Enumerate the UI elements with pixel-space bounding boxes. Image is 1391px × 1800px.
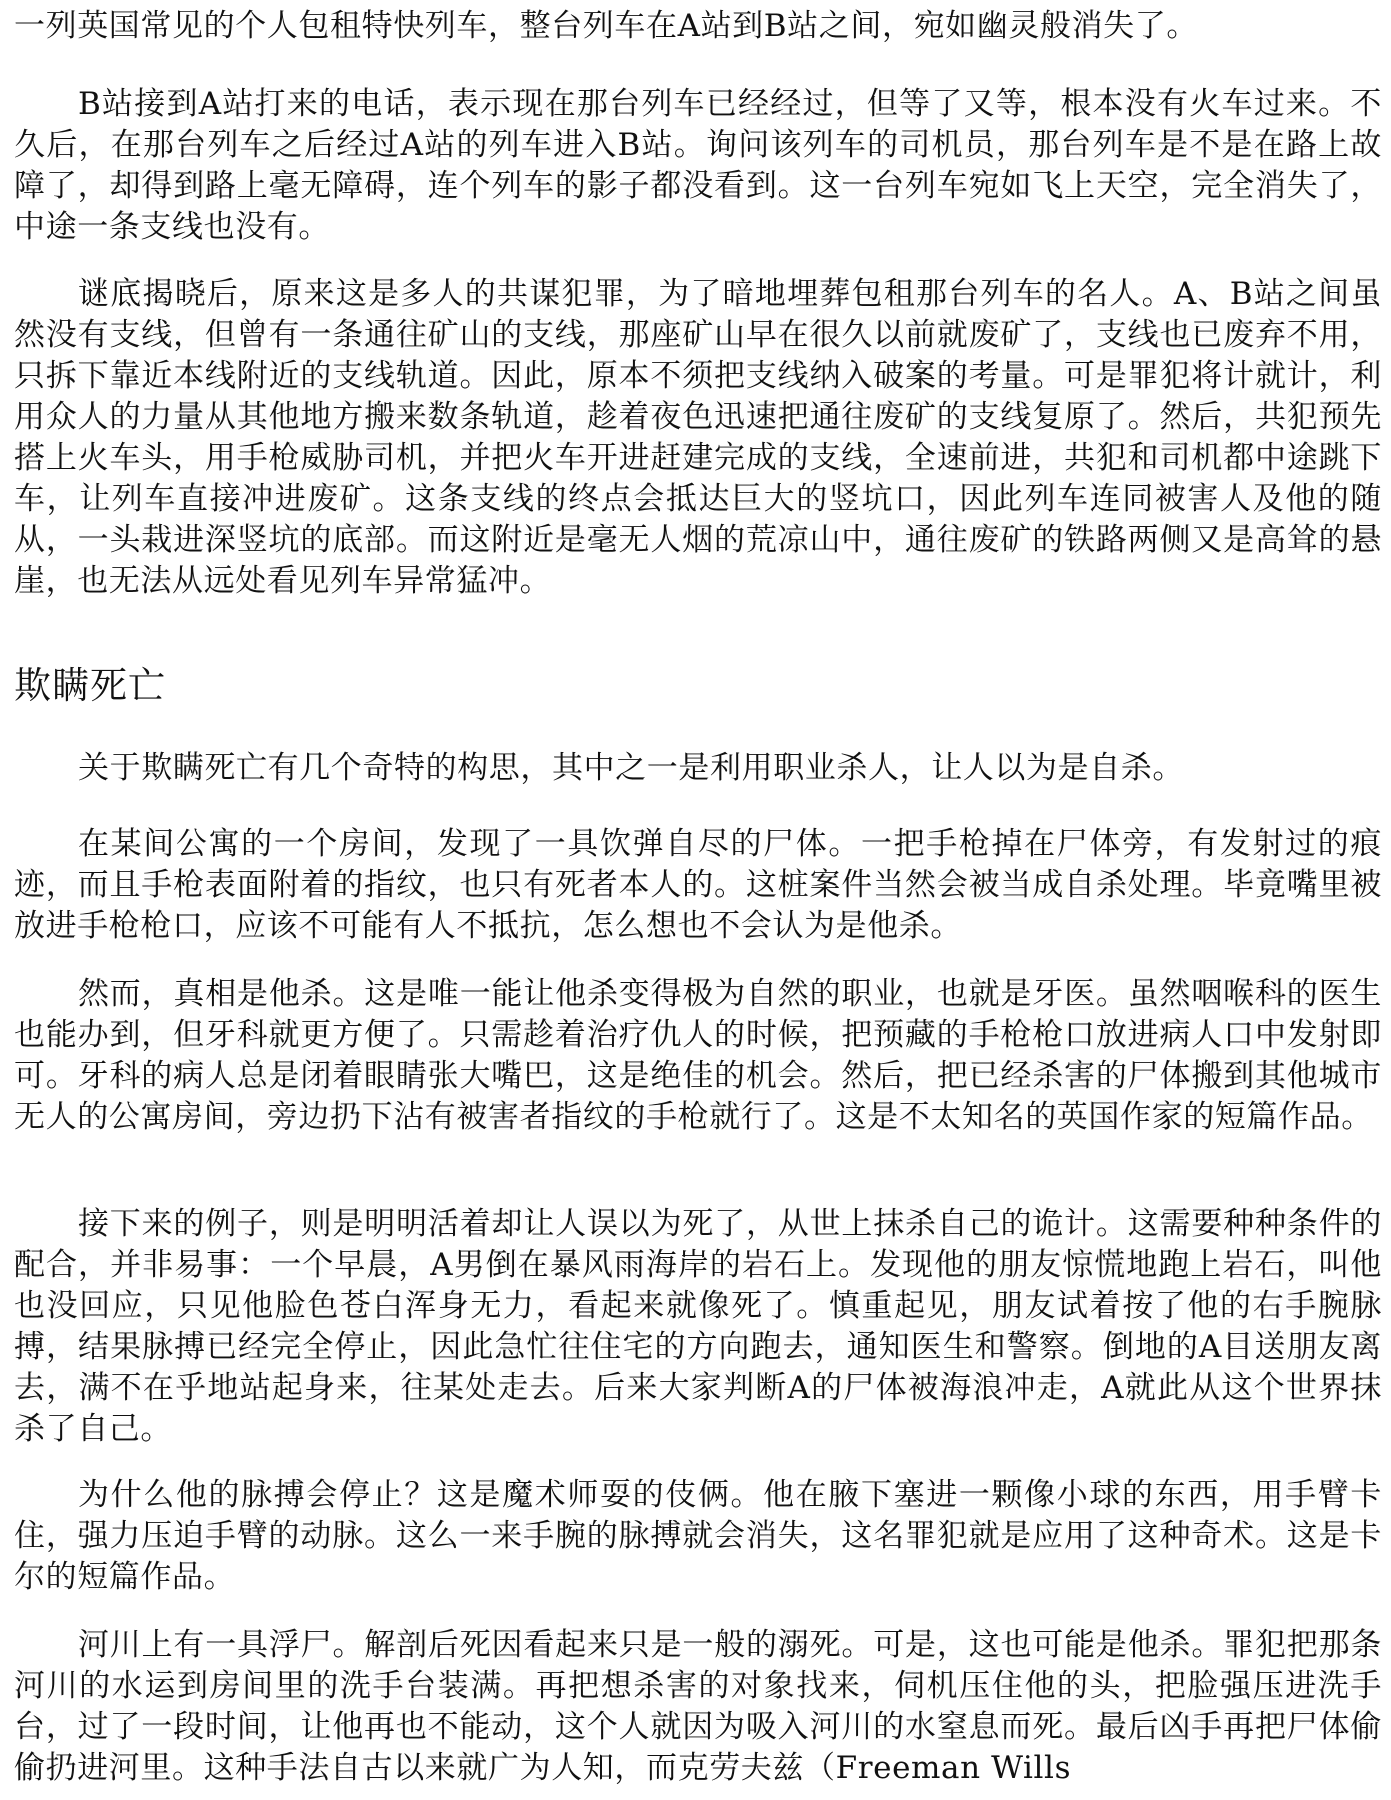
paragraph-river-drowning: 河川上有一具浮尸。解剖后死因看起来只是一般的溺死。可是，这也可能是他杀。罪犯把那条河川的水运到房间里的洗手台装满。再把想杀害的对象找来，伺机压住他的头，把脸强压进洗手台，过了一段时间，让他再也不能动，这个人就因为吸入河川的水窒息而死。最后凶手再把尸体偷偷扔进河里。这种手法自古以来就广为人知，而克劳夫兹（Freeman Wills [14,1627,1382,1786]
paragraph-branch-line-solution: 谜底揭晓后，原来这是多人的共谋犯罪，为了暗地埋葬包租那台列车的名人。A、B站之间虽然没有支线，但曾有一条通往矿山的支线，那座矿山早在很久以前就废矿了，支线也已废弃不用，只拆下靠近本线附近的支线轨道。因此，原本不须把支线纳入破案的考量。可是罪犯将计就计，利用众人的力量从其他地方搬来数条轨道，趁着夜色迅速把通往废矿的支线复原了。然后，共犯预先搭上火车头，用手枪威胁司机，并把火车开进赶建完成的支线，全速前进，共犯和司机都中途跳下车，让列车直接冲进废矿。这条支线的终点会抵达巨大的竖坑口，因此列车连同被害人及他的随从，一头栽进深竖坑的底部。而这附近是毫无人烟的荒凉山中，通往废矿的铁路两侧又是高耸的悬崖，也无法从远处看见列车异常猛冲。 [14,276,1382,599]
paragraph-station-call: B站接到A站打来的电话，表示现在那台列车已经经过，但等了又等，根本没有火车过来。不久后，在那台列车之后经过A站的列车进入B站。询问该列车的司机员，那台列车是不是在路上故障了，却得到路上毫无障碍，连个列车的影子都没看到。这一台列车宛如飞上天空，完全消失了，中途一条支线也没有。 [14,86,1382,245]
paragraph-fake-death-rocks: 接下来的例子，则是明明活着却让人误以为死了，从世上抹杀自己的诡计。这需要种种条件的配合，并非易事：一个早晨，A男倒在暴风雨海岸的岩石上。发现他的朋友惊慌地跑上岩石，叫他也没回应，只见他脸色苍白浑身无力，看起来就像死了。慎重起见，朋友试着按了他的右手腕脉搏，结果脉搏已经完全停止，因此急忙往住宅的方向跑去，通知医生和警察。倒地的A目送朋友离去，满不在乎地站起身来，往某处走去。后来大家判断A的尸体被海浪冲走，A就此从这个世界抹杀了自己。 [14,1206,1382,1447]
paragraph-pulse-trick: 为什么他的脉搏会停止？这是魔术师耍的伎俩。他在腋下塞进一颗像小球的东西，用手臂卡住，强力压迫手臂的动脉。这么一来手腕的脉搏就会消失，这名罪犯就是应用了这种奇术。这是卡尔的短篇作品。 [14,1477,1382,1595]
paragraph-deception-intro: 关于欺瞒死亡有几个奇特的构思，其中之一是利用职业杀人，让人以为是自杀。 [78,750,1184,786]
paragraph-apartment-suicide: 在某间公寓的一个房间，发现了一具饮弹自尽的尸体。一把手枪掉在尸体旁，有发射过的痕迹，而且手枪表面附着的指纹，也只有死者本人的。这桩案件当然会被当成自杀处理。毕竟嘴里被放进手枪枪口，应该不可能有人不抵抗，怎么想也不会认为是他杀。 [14,826,1382,944]
paragraph-train-vanish: 一列英国常见的个人包租特快列车，整台列车在A站到B站之间，宛如幽灵般消失了。 [14,8,1198,44]
section-heading: 欺瞒死亡 [14,664,166,707]
paragraph-dentist: 然而，真相是他杀。这是唯一能让他杀变得极为自然的职业，也就是牙医。虽然咽喉科的医生也能办到，但牙科就更方便了。只需趁着治疗仇人的时候，把预藏的手枪枪口放进病人口中发射即可。牙科的病人总是闭着眼睛张大嘴巴，这是绝佳的机会。然后，把已经杀害的尸体搬到其他城市无人的公寓房间，旁边扔下沾有被害者指纹的手枪就行了。这是不太知名的英国作家的短篇作品。 [14,976,1382,1135]
